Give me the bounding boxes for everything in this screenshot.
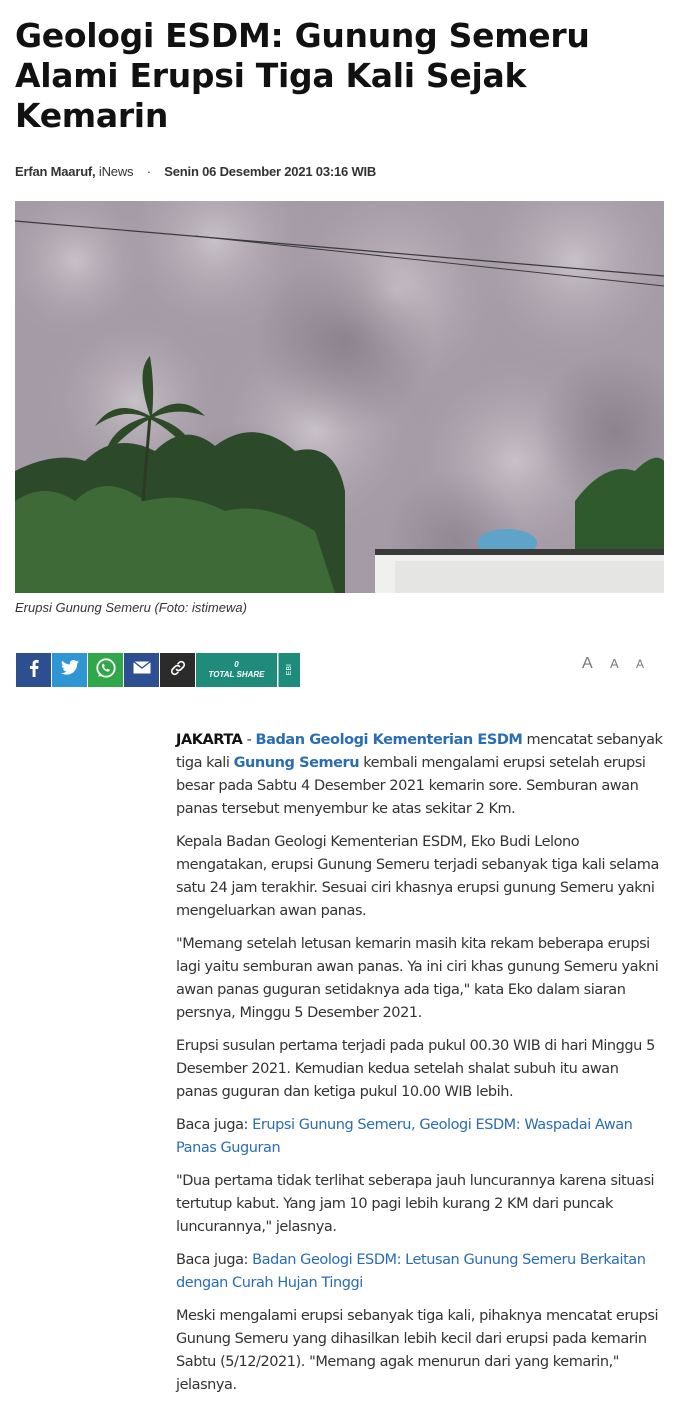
read-also-label: Baca juga: <box>176 1117 253 1133</box>
twitter-icon <box>61 660 79 680</box>
dateline-city: JAKARTA <box>176 732 243 748</box>
font-size-small-button[interactable]: A <box>636 657 645 671</box>
link-icon <box>169 659 187 682</box>
keyword-link-gunung-semeru[interactable]: Gunung Semeru <box>233 755 360 771</box>
related-article-link-2[interactable]: Badan Geologi ESDM: Letusan Gunung Semeru Berkaitan dengan Curah Hujan Tinggi <box>176 1252 646 1291</box>
facebook-share-button[interactable] <box>16 653 51 687</box>
image-caption: Erupsi Gunung Semeru (Foto: istimewa) <box>15 600 247 615</box>
total-share-label: TOTAL SHARE <box>208 670 265 679</box>
font-size-large-button[interactable]: A <box>582 655 593 672</box>
source-name: iNews <box>98 164 134 179</box>
dateline-dash: - <box>242 732 256 748</box>
byline-separator: · <box>146 164 151 179</box>
byline <box>15 164 376 179</box>
paragraph-5: "Dua pertama tidak terlihat seberapa jauh luncurannya karena situasi tertutup kabut. Yang jam 10 pagi lebih kurang 2 KM dari puncak luncurannya," jelasnya. <box>176 1173 655 1235</box>
email-share-button[interactable] <box>124 653 159 687</box>
related-article-link-1[interactable]: Erupsi Gunung Semeru, Geologi ESDM: Waspadai Awan Panas Guguran <box>176 1117 633 1156</box>
keyword-link-badan-geologi[interactable]: Badan Geologi Kementerian ESDM <box>255 732 523 748</box>
paragraph-2: Kepala Badan Geologi Kementerian ESDM, Eko Budi Lelono mengatakan, erupsi Gunung Semeru terjadi sebanyak tiga kali selama satu 24 jam terakhir. Sesuai ciri khasnya erupsi gunung Semeru yakni mengeluarkan awan panas. <box>176 834 659 919</box>
paragraph-text: kembali mengalami erupsi setelah erupsi besar pada Sabtu 4 Desember 2021 kemarin sore. Semburan awan panas tersebut menyembur ke atas sekitar 2 Km. <box>176 755 646 817</box>
total-share-count: 0 <box>234 660 239 669</box>
paragraph-6: Meski mengalami erupsi sebanyak tiga kali, pihaknya mencatat erupsi Gunung Semeru yang dihasilkan lebih kecil dari erupsi pada kemarin Sabtu (5/12/2021). "Memang agak menurun dari yang kemarin," jelasnya. <box>176 1308 659 1393</box>
paragraph-1 <box>176 729 664 821</box>
font-size-medium-button[interactable]: A <box>610 656 619 671</box>
whatsapp-share-button[interactable] <box>88 653 123 687</box>
share-side-label: EBI <box>286 664 293 676</box>
envelope-icon <box>133 661 151 679</box>
article-body <box>176 729 664 1407</box>
copy-link-button[interactable] <box>160 653 195 687</box>
facebook-icon <box>29 659 39 682</box>
publish-date: Senin 06 Desember 2021 03:16 WIB <box>164 164 377 179</box>
whatsapp-icon <box>95 657 117 684</box>
article-photo <box>15 201 664 593</box>
paragraph-text: mencatat sebanyak tiga kali <box>176 732 663 771</box>
total-share-counter <box>196 653 277 687</box>
paragraph-4: Erupsi susulan pertama terjadi pada pukul 00.30 WIB di hari Minggu 5 Desember 2021. Kemudian kedua setelah shalat subuh itu awan panas guguran dan ketiga pukul 10.00 WIB lebih. <box>176 1038 655 1100</box>
share-bar <box>16 653 300 687</box>
author-name[interactable]: Erfan Maaruf, <box>15 164 96 179</box>
paragraph-3: "Memang setelah letusan kemarin masih kita rekam beberapa erupsi lagi yaitu semburan awan panas. Ya ini ciri khas gunung Semeru yakni awan panas guguran setidaknya ada tiga," kata Eko dalam siaran persnya, Minggu 5 Desember 2021. <box>176 936 659 1021</box>
share-side-button[interactable] <box>278 653 300 687</box>
twitter-share-button[interactable] <box>52 653 87 687</box>
read-also-1 <box>176 1114 664 1160</box>
read-also-2 <box>176 1249 664 1295</box>
article-title: Geologi ESDM: Gunung Semeru Alami Erupsi Tiga Kali Sejak Kemarin <box>15 16 590 135</box>
read-also-label: Baca juga: <box>176 1252 253 1268</box>
font-size-controls <box>582 655 656 673</box>
